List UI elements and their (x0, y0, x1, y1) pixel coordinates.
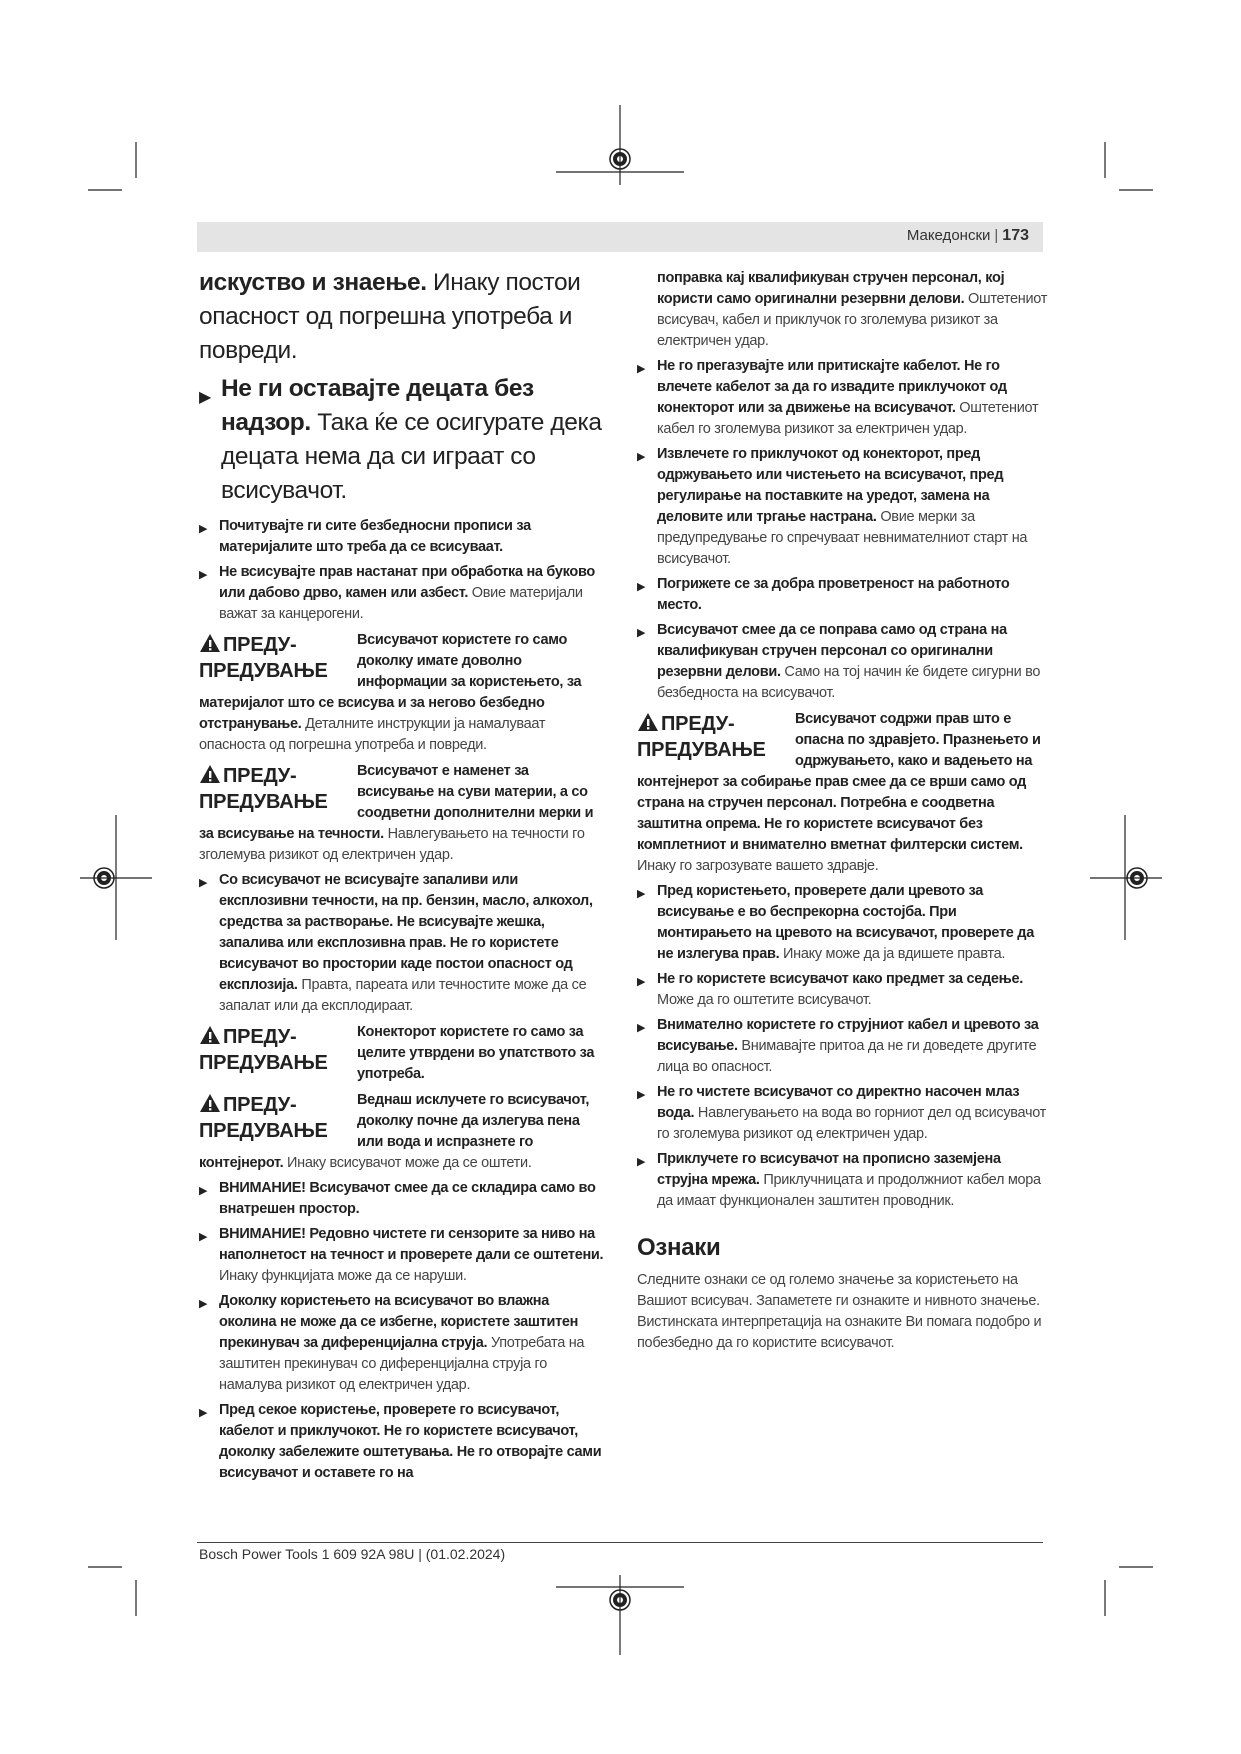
list-item: ▶ ВНИМАНИЕ! Редовно чистете ги сензорите за ниво на наполнетост на течност и проверете дали се оштетени. Инаку функцијата може да се наруши. (199, 1226, 604, 1284)
warning-label: ПРЕДУ- ПРЕДУВАЊЕ (199, 1094, 328, 1142)
warning-label: ПРЕДУ- ПРЕДУВАЊЕ (199, 1026, 328, 1074)
bullet-arrow-icon: ▶ (199, 569, 208, 581)
list-item: ▶ Не всисувајте прав настанат при обработка на буково или дабово дрво, камен или азбест. Овие материјали важат за канцерогени. (199, 564, 595, 622)
list-item: ▶ Внимателно користете го струјниот кабел и цревото за всисување. Внимавајте притоа да не ги доведете другите лица во опасност. (637, 1017, 1039, 1075)
list-item: ▶ Всисувачот смее да се поправа само од страна на квалификуван стручен персонал со оригинални резервни делови. Само на тој начин ќе бидете сигурни во безбедноста на всисувачот. (637, 622, 1041, 701)
warning-label: ПРЕДУ- ПРЕДУВАЊЕ (637, 713, 766, 761)
page-header (197, 222, 1043, 252)
list-item: ▶ Пред користењето, проверете дали цревото за всисување е во беспрекорна состојба. При монтирањето на цревото на всисувачот, проверете да не излегува прав. Инаку може да ја вдишете правта. (637, 883, 1034, 962)
intro-paragraph: искуство и знаење. Инаку постои опасност од погрешна употреба и повреди. (199, 269, 581, 364)
big-list-item: ▶ Не ги оставајте децата без надзор. Така ќе се осигурате дека децата нема да си играат со всисувачот. (199, 375, 602, 504)
section-paragraph: Следните ознаки се од големо значење за користењето на Вашиот всисувач. Запаметете ги ознаките и нивното значење. Вистинската интерпретација на ознаките Ви помага подобро и побезбедно да го користите всисувачот. (637, 1272, 1042, 1351)
header-language: Македонски (906, 227, 991, 244)
warning-triangle-icon (199, 1093, 221, 1113)
list-item: ▶ Со всисувачот не всисувајте запаливи или експлозивни течности, на пр. бензин, масло, алкохол, средства за растворање. Не всисувајте жешка, запалива или експлозивна прав. Не го користете всисувачот во простории каде постои опасност од експлозија. Правта, пареата или течностите може да се запалат или да експлодираат. (199, 872, 593, 1014)
list-item: ▶ Доколку користењето на всисувачот во влажна околина не може да се избегне, користете заштитен прекинувач за диференцијална струја. Употребата на заштитен прекинувач со диференцијална струја го намалува ризикот од електричен удар. (199, 1293, 585, 1393)
bullet-arrow-icon: ▶ (199, 1185, 208, 1197)
warning-block: ПРЕДУ- ПРЕДУВАЊЕ Конекторот користете го само за целите утврдени во упатството за употреба. (199, 1024, 595, 1082)
left-column (199, 266, 609, 1484)
warning-triangle-icon (637, 712, 659, 732)
list-item: ▶ ВНИМАНИЕ! Всисувачот смее да се складира само во внатрешен простор. (199, 1180, 596, 1217)
list-item: ▶ Не го прегазувајте или притискајте кабелот. Не го влечете кабелот за да го извадите приклучокот од конекторот или за движење на всисувачот. Оштетениот кабел го зголемува ризикот за електричен удар. (637, 358, 1039, 437)
page-number: 173 (1002, 227, 1029, 244)
continued-paragraph: поправка кај квалификуван стручен персонал, кој користи само оригинални резервни делови. Оштетениот всисувач, кабел и приклучок го зголемува ризикот за електричен удар. (657, 270, 1048, 349)
registration-mark-top (556, 105, 684, 185)
warning-triangle-icon (199, 633, 221, 653)
bullet-arrow-icon: ▶ (637, 1089, 646, 1101)
warning-label: ПРЕДУ- ПРЕДУВАЊЕ (199, 634, 328, 682)
bullet-arrow-icon: ▶ (637, 976, 646, 988)
warning-block: ПРЕДУ- ПРЕДУВАЊЕ Всисувачот содржи прав што е опасна по здравјето. Празнењето и одржувањето, како и вадењето на контејнерот за собирање прав смее да се врши само од страна на стручен персонал. Потребна е соодветна заштитна опрема. Не го користете всисувачот без комплетниот и внимателно вметнат филтерски систем. Инаку го загрозувате вашето здравје. (637, 711, 1041, 874)
bullet-arrow-icon: ▶ (199, 877, 208, 889)
warning-triangle-icon (199, 1025, 221, 1045)
bullet-arrow-icon: ▶ (199, 523, 208, 535)
list-item: ▶ Погрижете се за добра проветреност на работното место. (637, 576, 1010, 613)
bullet-arrow-icon: ▶ (637, 451, 646, 463)
list-item: ▶ Не го чистете всисувачот со директно насочен млаз вода. Навлегувањето на вода во горниот дел од всисувачот го зголемува ризикот од електричен удар. (637, 1084, 1047, 1142)
warning-triangle-icon (199, 764, 221, 784)
registration-mark-bottom (556, 1575, 684, 1655)
list-item: ▶ Приклучете го всисувачот на прописно заземјена струјна мрежа. Приклучницата и продолжниот кабел мора да имаат функционален заштитен проводник. (637, 1151, 1041, 1209)
header-text (907, 227, 1029, 245)
right-column (637, 268, 1049, 1354)
bullet-arrow-icon: ▶ (199, 1231, 208, 1243)
bullet-arrow-icon: ▶ (637, 1022, 646, 1034)
bullet-arrow-icon: ▶ (199, 389, 211, 406)
warning-block: ПРЕДУ- ПРЕДУВАЊЕ Всисувачот е наменет за всисување на суви материи, а со соодветни дополнителни мерки и за всисување на течности. Навлегувањето на течности го зголемува ризикот од електричен удар. (199, 763, 594, 863)
bullet-arrow-icon: ▶ (637, 581, 646, 593)
bullet-arrow-icon: ▶ (637, 1156, 646, 1168)
header-separator: | (994, 227, 999, 244)
warning-label: ПРЕДУ- ПРЕДУВАЊЕ (199, 765, 328, 813)
footer-rule (197, 1542, 1043, 1543)
list-item: ▶ Почитувајте ги сите безбедносни прописи за материјалите што треба да се всисуваат. (199, 518, 531, 555)
registration-mark-right (1090, 815, 1162, 940)
bullet-arrow-icon: ▶ (199, 1298, 208, 1310)
bullet-arrow-icon: ▶ (637, 627, 646, 639)
warning-block: ПРЕДУ- ПРЕДУВАЊЕ Всисувачот користете го само доколку имате доволно информации за користењето, за материјалот што се всисува и за негово безбедно отстранување. Деталните инструкции ја намалуваат опасноста од погрешна употреба и повреди. (199, 632, 582, 753)
bullet-arrow-icon: ▶ (637, 888, 646, 900)
list-item: ▶ Не го користете всисувачот како предмет за седење. Може да го оштетите всисувачот. (637, 971, 1023, 1008)
bullet-arrow-icon: ▶ (199, 1407, 208, 1419)
list-item: ▶ Пред секое користење, проверете го всисувачот, кабелот и приклучокот. Не го користете всисувачот, доколку забележите оштетувања. Не го отворајте сами всисувачот и оставете го на (199, 1402, 602, 1481)
page-footer: Bosch Power Tools 1 609 92A 98U | (01.02.2024) (199, 1546, 506, 1562)
warning-block: ПРЕДУ- ПРЕДУВАЊЕ Веднаш исклучете го всисувачот, доколку почне да излегува пена или вода и испразнете го контејнерот. Инаку всисувачот може да се оштети. (199, 1092, 590, 1171)
bullet-arrow-icon: ▶ (637, 363, 646, 375)
section-title: Ознаки (637, 1234, 721, 1261)
registration-mark-left (80, 815, 152, 940)
list-item: ▶ Извлечете го приклучокот од конекторот, пред одржувањето или чистењето на всисувачот, пред регулирање на поставките на уредот, замена на деловите или тргање настрана. Овие мерки за предупредување го спречуваат невнимателниот старт на всисувачот. (637, 446, 1028, 567)
